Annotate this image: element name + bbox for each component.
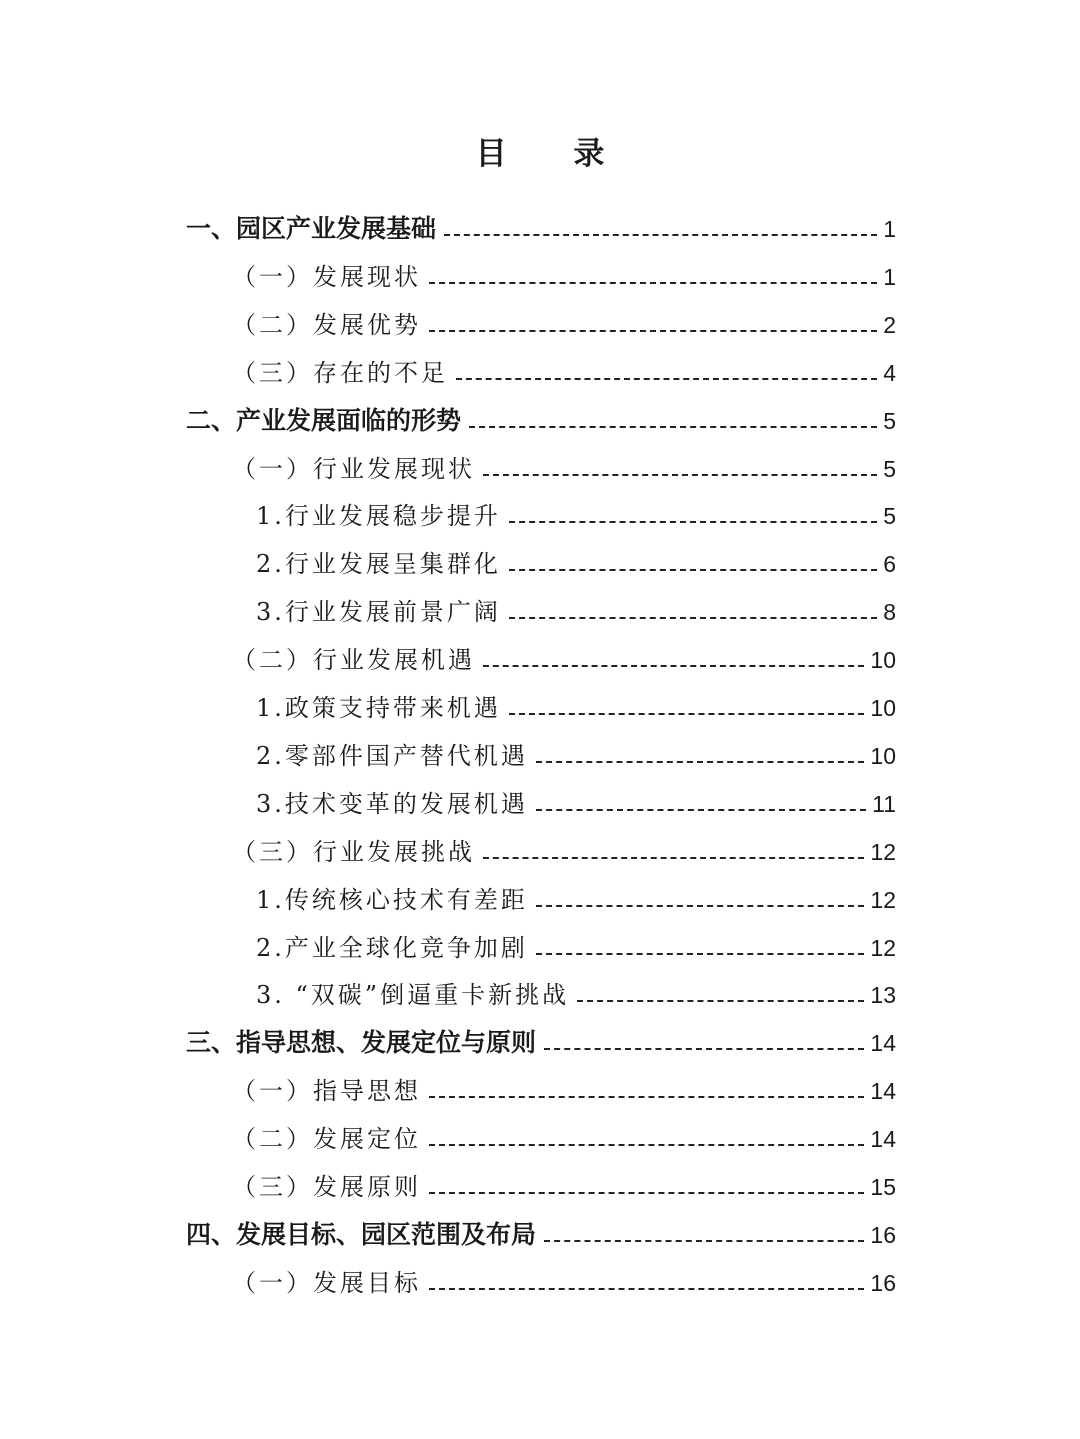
- toc-entry-label: （三）存在的不足: [232, 359, 448, 387]
- toc-title: 目 录: [475, 136, 633, 172]
- toc-entry-label: 二、产业发展面临的形势: [186, 406, 462, 435]
- toc-entry-label: （二）行业发展机遇: [232, 646, 475, 674]
- toc-entry[interactable]: [232, 449, 896, 489]
- dot-leader: [536, 809, 866, 811]
- toc-entry[interactable]: [186, 1215, 896, 1255]
- toc-entry-page-number: 14: [870, 1078, 896, 1104]
- dot-leader: [483, 665, 864, 667]
- toc-entry[interactable]: [186, 401, 896, 441]
- toc-entry[interactable]: [186, 209, 896, 249]
- dot-leader: [509, 521, 877, 523]
- toc-entry-label: （一）指导思想: [232, 1077, 421, 1105]
- dot-leader: [536, 905, 865, 907]
- toc-entry-page-number: 5: [883, 456, 896, 482]
- toc-entry-page-number: 14: [870, 1030, 896, 1056]
- toc-entry-label: 3.技术变革的发展机遇: [256, 790, 528, 818]
- toc-entry[interactable]: [256, 928, 896, 968]
- toc-entry-label: （一）发展现状: [232, 263, 421, 291]
- toc-entry-label: 2.零部件国产替代机遇: [256, 742, 528, 770]
- dot-leader: [509, 617, 877, 619]
- toc-entry[interactable]: [232, 1071, 896, 1111]
- toc-entry-label: （一）行业发展现状: [232, 455, 475, 483]
- dot-leader: [509, 713, 865, 715]
- toc-entry-page-number: 11: [872, 791, 896, 817]
- toc-entry-page-number: 10: [870, 647, 896, 673]
- toc-entry-label: （三）发展原则: [232, 1173, 421, 1201]
- toc-entry-label: 三、指导思想、发展定位与原则: [186, 1028, 537, 1057]
- toc-entry-page-number: 13: [870, 982, 896, 1008]
- dot-leader: [429, 1144, 864, 1146]
- toc-entry-label: 3.行业发展前景广阔: [256, 598, 501, 626]
- toc-entry-label: 3. “双碳”倒逼重卡新挑战: [256, 981, 570, 1009]
- toc-entry-page-number: 12: [870, 839, 896, 865]
- toc-entry-label: 2.产业全球化竞争加剧: [256, 934, 528, 962]
- toc-entry-page-number: 10: [870, 695, 896, 721]
- toc-entry[interactable]: [232, 257, 896, 297]
- toc-entry-page-number: 15: [870, 1174, 896, 1200]
- toc-entry-label: 1.政策支持带来机遇: [256, 694, 501, 722]
- dot-leader: [577, 1000, 864, 1002]
- toc-entry[interactable]: [232, 305, 896, 345]
- toc-entry-label: 一、园区产业发展基础: [186, 214, 437, 243]
- toc-entry-page-number: 14: [870, 1126, 896, 1152]
- toc-entry-page-number: 1: [883, 264, 896, 290]
- toc-entry-page-number: 1: [883, 216, 896, 242]
- toc-entry-page-number: 5: [883, 408, 896, 434]
- dot-leader: [483, 857, 864, 859]
- dot-leader: [429, 1288, 864, 1290]
- toc-entry[interactable]: [186, 1023, 896, 1063]
- toc-entry[interactable]: [232, 832, 896, 872]
- toc-entry[interactable]: [256, 975, 896, 1015]
- toc-entry[interactable]: [256, 736, 896, 776]
- toc-entry-label: （一）发展目标: [232, 1269, 421, 1297]
- dot-leader: [536, 953, 865, 955]
- toc-entry[interactable]: [256, 784, 896, 824]
- toc-entry[interactable]: [232, 1119, 896, 1159]
- toc-entry-page-number: 16: [870, 1270, 896, 1296]
- toc-entry-page-number: 12: [870, 887, 896, 913]
- dot-leader: [456, 378, 877, 380]
- dot-leader: [544, 1240, 864, 1242]
- toc-entry[interactable]: [232, 1263, 896, 1303]
- dot-leader: [444, 234, 877, 236]
- toc-entry-page-number: 12: [870, 935, 896, 961]
- toc-entry[interactable]: [256, 544, 896, 584]
- toc-entry-label: 四、发展目标、园区范围及布局: [186, 1220, 537, 1249]
- toc-entry[interactable]: [232, 1167, 896, 1207]
- dot-leader: [544, 1048, 864, 1050]
- toc-entry-page-number: 5: [883, 503, 896, 529]
- dot-leader: [429, 1192, 864, 1194]
- toc-entry-page-number: 2: [883, 312, 896, 338]
- dot-leader: [429, 1096, 864, 1098]
- toc-entry[interactable]: [256, 592, 896, 632]
- toc-entry[interactable]: [256, 688, 896, 728]
- toc-entry-label: （二）发展定位: [232, 1125, 421, 1153]
- dot-leader: [429, 330, 877, 332]
- toc-entry[interactable]: [232, 640, 896, 680]
- dot-leader: [536, 761, 865, 763]
- toc-entry[interactable]: [232, 353, 896, 393]
- dot-leader: [483, 474, 877, 476]
- toc-entry[interactable]: [256, 496, 896, 536]
- toc-entry-label: 2.行业发展呈集群化: [256, 550, 501, 578]
- toc-entry-label: 1.传统核心技术有差距: [256, 886, 528, 914]
- toc-entry[interactable]: [256, 880, 896, 920]
- dot-leader: [469, 426, 877, 428]
- toc-entry-page-number: 10: [870, 743, 896, 769]
- toc-entry-label: （二）发展优势: [232, 311, 421, 339]
- dot-leader: [429, 282, 877, 284]
- toc-entry-page-number: 16: [870, 1222, 896, 1248]
- dot-leader: [509, 569, 877, 571]
- toc-entry-page-number: 6: [883, 551, 896, 577]
- toc-entry-label: （三）行业发展挑战: [232, 838, 475, 866]
- toc-entry-label: 1.行业发展稳步提升: [256, 502, 501, 530]
- toc-entry-page-number: 8: [883, 599, 896, 625]
- toc-entry-page-number: 4: [883, 360, 896, 386]
